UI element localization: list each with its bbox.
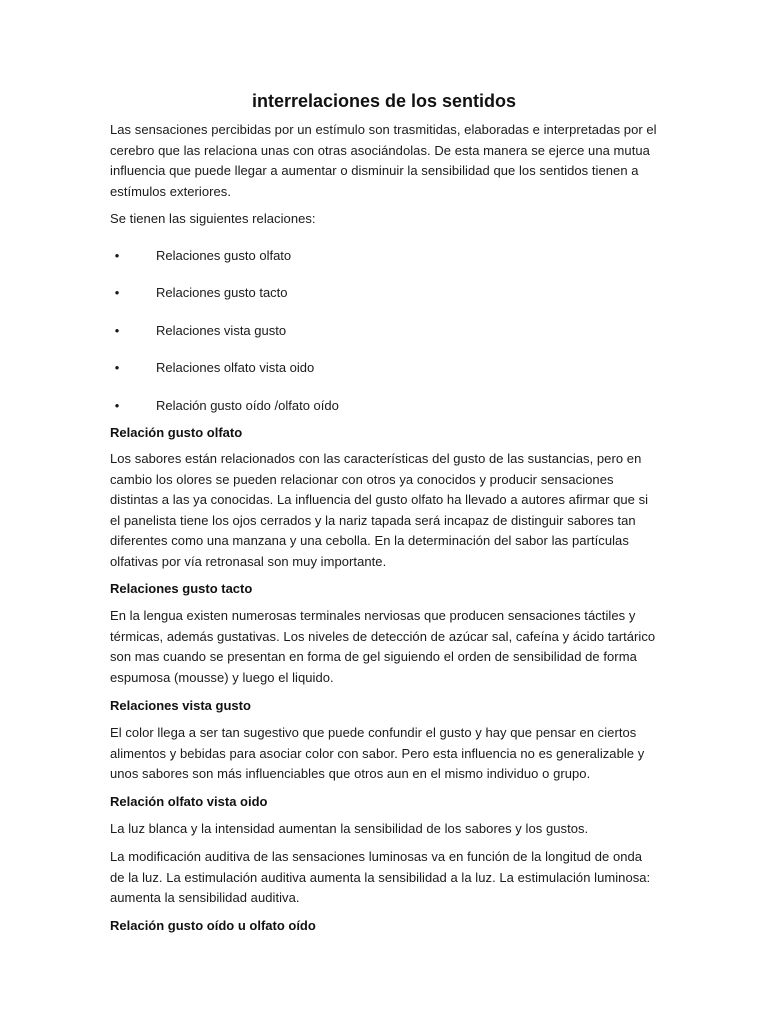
- section-paragraph: En la lengua existen numerosas terminales nerviosas que producen sensaciones táctiles y térmicas, además gustativas. Los niveles de detección de azúcar sal, cafeína y ácido tartárico son mas cuando se presentan en forma de gel siguiendo el orden de sensibilidad de forma espumosa (mousse) y luego el liquido.: [110, 608, 656, 685]
- bullet-icon: •: [114, 248, 120, 263]
- list-item: [110, 283, 658, 303]
- bullet-icon: •: [114, 285, 120, 300]
- list-item: [110, 246, 658, 266]
- section-paragraph: Los sabores están relacionados con las características del gusto de las sustancias, pero en cambio los olores se pueden relacionar con otros ya conocidos y producir sensaciones distintas a las ya conocidas. La influencia del gusto olfato ha llevado a autores afirmar que si el panelista tiene los ojos cerrados y la nariz tapada será incapaz de distinguir sabores tan diferentes como una manzana y una cebolla. En la determinación del sabor las partículas olfativas por vía retronasal son muy importante.: [110, 451, 649, 569]
- section-heading: Relación gusto oído u olfato oído: [110, 918, 316, 933]
- section-heading: Relación gusto olfato: [110, 425, 243, 440]
- list-item-label: Relaciones vista gusto: [156, 323, 287, 338]
- section-heading: Relación olfato vista oido: [110, 794, 268, 809]
- list-item-label: Relaciones gusto olfato: [156, 248, 292, 263]
- intro-paragraph: Las sensaciones percibidas por un estímulo son trasmitidas, elaboradas e interpretadas por el cerebro que las relaciona unas con otras asociándolas. De esta manera se ejerce una mutua influencia que puede llegar a aumentar o disminuir la sensibilidad que los sentidos tienen a estímulos exteriores.: [110, 122, 657, 199]
- list-item: [110, 396, 658, 416]
- list-item: [110, 358, 658, 378]
- bullet-icon: •: [114, 360, 120, 375]
- list-intro: Se tienen las siguientes relaciones:: [110, 211, 316, 226]
- list-item-label: Relación gusto oído /olfato oído: [156, 398, 339, 413]
- section-paragraph: El color llega a ser tan sugestivo que puede confundir el gusto y hay que pensar en ciertos alimentos y bebidas para asociar color con sabor. Pero esta influencia no es generalizable y unos sabores son más influenciables que otros aun en el mismo individuo o grupo.: [110, 725, 645, 782]
- list-item-label: Relaciones olfato vista oido: [156, 360, 315, 375]
- section-paragraph: La modificación auditiva de las sensaciones luminosas va en función de la longitud de onda de la luz. La estimulación auditiva aumenta la sensibilidad a la luz. La estimulación luminosa: aumenta la sensibilidad auditiva.: [110, 849, 651, 906]
- list-item: [110, 321, 658, 341]
- section-paragraph: La luz blanca y la intensidad aumentan la sensibilidad de los sabores y los gustos.: [110, 821, 589, 836]
- bullet-icon: •: [114, 398, 120, 413]
- section-heading: Relaciones vista gusto: [110, 698, 251, 713]
- document-title: interrelaciones de los sentidos: [251, 91, 517, 111]
- bullet-icon: •: [114, 323, 120, 338]
- list-item-label: Relaciones gusto tacto: [156, 285, 288, 300]
- section-heading: Relaciones gusto tacto: [110, 581, 253, 596]
